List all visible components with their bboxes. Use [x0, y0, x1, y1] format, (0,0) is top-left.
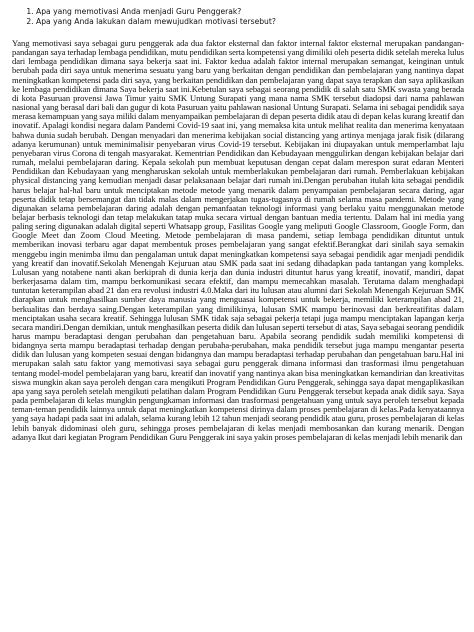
- question-item: 1. Apa yang memotivasi Anda menjadi Guru Penggerak?: [36, 7, 464, 17]
- question-item: 2. Apa yang Anda lakukan dalam mewujudkan motivasi tersebut?: [36, 17, 464, 27]
- essay-paragraph: Yang memotivasi saya sebagai guru penggerak ada dua faktor eksternal dan faktor internal faktor eksternal merupakan pandangan-pandangan saya terhadap lembaga pendidikan, mutu pendidikan serta kompetensi yang dimiliki oleh peserta didik setelah mereka lulus dari lembaga pendidikan dimana saya bekerja saat ini. Faktor kedua adalah faktor internal merupakan semangat, keinginan untuk berubah pada diri saya untuk menerima sesuatu yang baru yang berkaitan dengan pendidikan dan pembelajaran yang nantinya dapat meningkatkan kompetensi pada diri saya, yang berkaitan pendidikan dan pembelajaran yang dapat saya terapkan dan saya aplikasikan ke lembaga pendidikan dimana Saya bekerja saat ini.Kebetulan saya sebagai seorang pendidik di salah satu SMK swasta yang berada di kota Pasuruan provensi Jawa Timur yaitu SMK Untung Surapati yang mana nama SMK tersebut diadopsi dari nama pahlawan nasional yang berasal dari bali dan gugur di kota Pasuruan yaitu pahlawan nasional Untung Surapati. Selama ini sebagai pendidik saya merasa kemampuan yang saya miliki dalam menyampaikan pembelajaran di depan peserta didik atau di depan kelas kurang kreatif dan inovatif. Apalagi kondisi negara dalam Pandemi Covid-19 saat ini, yang memaksa kita untuk melihat realita dan menerima kenyataan bahwa dunia sudah berubah. Dengan menyadari dan menerima kebijakan social distancing yang artinya menjaga jarak fisik (dilarang adanya kerumunan) untuk meminimalisir penyebaran virus Covid-19 tersebut. Kebijakan ini diupayakan untuk memperlambat laju penyebaran virus Corona di tengah masyarakat. Kementrian Pendidikan dan Kebudayaan menggulirkan dengan kebijakan belajar dari rumah, melalui pembelajaran daring. Kepala sekolah pun membuat keputusan dengan cepat dalam merespon surat edaran Menteri Pendidikan dan Kebudayaan yang mengharuskan sekolah untuk memberlakukan pembelajaran dari rumah. Pemberlakuan kebijakan physical distancing yang kemudian menjadi dasar pelaksanaan belajar dari rumah ini.Dengan perubahan itulah kita sebagai pendidik harus belajar hal-hal baru untuk menciptakan metode metode yang menarik dalam penyampaian pembelajaran secara daring, agar peserta didik tetap bersemangat dan tidak malas dalam mengerjakan tugas-tugasnya di rumah selama masa pandemi. Metode yang digunakan selama pembelajaran daring adalah dengan pemanfaatan teknologi informasi yang berlaku yaitu menggunakan metode belajar berbasis teknologi dan tetap melakukan tatap muka secara virtual dengan bantuan media tertentu. Dalam hal ini media yang paling sering digunakan adalah digital seperti Whatsapp group, Fasilitas Google yang meliputi Google Classroom, Google Form, dan Google Meet dan Zoom Cloud Meeting. Metode pembelajaran di masa pandemi, setiap lembaga pendidikan dituntut untuk memberikan inovasi terbaru agar dapat membentuk proses pembelajaran yang sangat efektif.Berangkat dari sinilah saya semakin menggebu ingin menimba ilmu dan pengalaman untuk dapat meningkatkan kompetensi saya sebagai pendidik agar menjadi pendidik yang kreatif dan inovatif.Sekolah Menengah Kejuruan atau SMK pada saat ini sedang dihadapkan pada tantangan yang kompleks. Lulusan yang notabene nanti akan berkiprah di dunia kerja dan dunia industri dituntut harus yang kreatif, inovatif, mandiri, dapat berkerjasama dalam tim, mampu berkomunikasi secara efektif, dan mampu memecahkan masalah. Terutama dalam menghadapi tuntutan keterampilan abad 21 dan era revolusi industri 4.0.Maka dari itu lulusan atau alumni dari Sekolah Menengah Kejuruan SMK diarapkan untuk menghasilkan sumber daya manusia yang menguasai kompetensi untuk bekerja, memiliki keterampilan abad 21, berkualitas dan berdaya saing.Dengan keterampilan yang dimilikinya, lulusan SMK mampu berinovasi dan berkreatifitas dalam menciptakan usaha secara kreatif. Sehingga lulusan SMK tidak saja sebagai pekerja tetapi juga mampu menciptakan lapangan kerja secara mandiri.Dengan demikian, untuk menghasilkan peserta didik dan lulusan seperti tersebut di atas, Saya sebagai seorang pendidik harus mampu beradaptasi dengan perubahan dan pengetahuan baru. Apabila seorang pendidik sudah memiliki kompetensi di bidangnya serta mampu beradaptasi terhadap dengan perubaha-perubahan, maka pendidik tersebut juga mampu mengantar peserta didik dan lulusan yang kompeten sesuai dengan bidangnya dan mampu beradaptasi terhadap perubahan dan pengetahuan baru.Hal ini merupakan salah satu faktor yang memotivasi saya sebagai guru penggerak dimana informasi dan trasformasi ilmu pengetahuan tentang model-model pembelajaran yang baru, kreatif dan inovatif yang nantinya akan bisa meningkatkan kemandirian dan kreativitas siswa mungkin akan saya peroleh dengan cara mengikuti Program Pendidikan Guru Penggerak, sehingga saya dapat mengaplikasikan apa yang saya peroleh setelah mengikuti pelatihan dalam Program Pendidikan Guru Penggerak tersebut kepada anak didik saya. Saya pada pembelajaran di kelas mungkin pengungkaman informasi dan trasformasi pengetahuan yang untuk saya peroleh tersebut kepada teman-teman pendidik lainnya untuk dapat meningkatkan kompetensi dirinya dalam proses pembelajaran di kelas.Pada kenyataannya yang saya hadapi pada saat ini adalah, selama kurang lebih 12 tahun menjadi seorang pendidik atau guru, proses pembelajaran di kelas lebih banyak didominasi oleh guru, sehingga proses pembelajaran di kelas menjadi membosankan dan kurang menarik. Dengan adanya Ikut dari kegiatan Program Pendidikan Guru Penggerak ini saya yakin proses pembelajaran di kelas menjadi lebih menarik dan: [12, 38, 464, 442]
- question-list: [12, 7, 464, 27]
